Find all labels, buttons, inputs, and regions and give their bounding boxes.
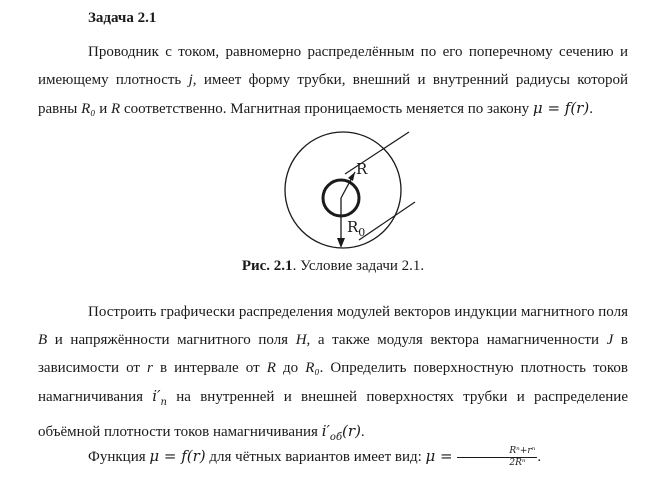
intro-text-1: Проводник с током, равномерно распределённым по его поперечному сечению и имеющему плотность xyxy=(38,44,628,88)
task-text-7: . Определить поверхностную плотность токов намагничивания xyxy=(38,360,628,405)
inner-radius-symbol: R xyxy=(111,101,121,117)
outer-circle xyxy=(285,132,401,248)
radius-R0-arrowhead xyxy=(337,238,345,248)
function-text-1: Функция xyxy=(88,449,150,465)
task-text-3: , а также модуля вектора намагниченности xyxy=(306,332,607,348)
label-R0-main: R xyxy=(347,218,359,236)
label-R0-sub: 0 xyxy=(358,226,366,239)
mu-numerator: Rⁿ+rⁿ xyxy=(457,446,537,458)
function-end: . xyxy=(537,449,542,465)
task-text-6: до xyxy=(275,360,306,376)
magnetization-symbol: J xyxy=(606,332,614,348)
tangent-line-lower xyxy=(359,202,415,240)
radius-variable: r xyxy=(147,360,153,376)
task-text-5: в интервале от xyxy=(152,360,267,376)
function-text-2: для чётных вариантов имеет вид: xyxy=(205,449,426,465)
permeability-formula: μ = f(r) xyxy=(532,99,590,117)
field-strength-symbol: H xyxy=(295,332,307,348)
label-R0 xyxy=(347,218,365,239)
volume-current-symbol: $i'_{об}(r)$ xyxy=(321,422,361,443)
task-paragraph xyxy=(38,298,628,452)
radius-R-arrowhead xyxy=(348,172,355,181)
task-text-8: на внутренней и внешней поверхностях трубки и распределение объёмной плотности токов намагничивания xyxy=(38,389,628,440)
task-text-9: . xyxy=(360,424,365,440)
intro-text-5: . xyxy=(589,101,593,117)
task-text-4: в зависимости от xyxy=(38,332,628,376)
interval-end: R₀ xyxy=(305,360,320,376)
task-text-2: и напряжённости магнитного поля xyxy=(47,332,296,348)
tube-cross-section-figure xyxy=(283,128,423,252)
mu-fraction xyxy=(457,446,537,469)
interval-start: R xyxy=(266,360,276,376)
intro-text-3: и xyxy=(95,101,112,117)
tangent-line-upper xyxy=(345,132,409,174)
function-line xyxy=(38,442,628,471)
function-formula: μ = f(r) xyxy=(149,447,206,465)
task-text-1: Построить графически распределения модулей векторов индукции магнитного поля xyxy=(88,304,628,320)
figure-caption xyxy=(0,258,666,275)
outer-radius-symbol: R₀ xyxy=(81,101,96,117)
label-R: R xyxy=(356,160,368,178)
task-title: Задача 2.1 xyxy=(88,10,157,26)
figure-caption-label: Рис. 2.1 xyxy=(241,258,293,274)
intro-text-4: соответственно. Магнитная проницаемость меняется по закону xyxy=(120,101,533,117)
surface-current-symbol: $i'_п$ xyxy=(152,387,167,408)
figure-caption-text: . Условие задачи 2.1. xyxy=(292,258,425,274)
intro-paragraph xyxy=(38,38,628,123)
mu-equals: μ = xyxy=(425,447,458,465)
induction-symbol: B xyxy=(38,332,48,348)
current-density-symbol: j xyxy=(188,72,193,88)
mu-denominator: 2Rⁿ xyxy=(509,458,526,469)
intro-text-2: , имеет форму трубки, внешний и внутренний радиусы которой равны xyxy=(38,72,628,117)
